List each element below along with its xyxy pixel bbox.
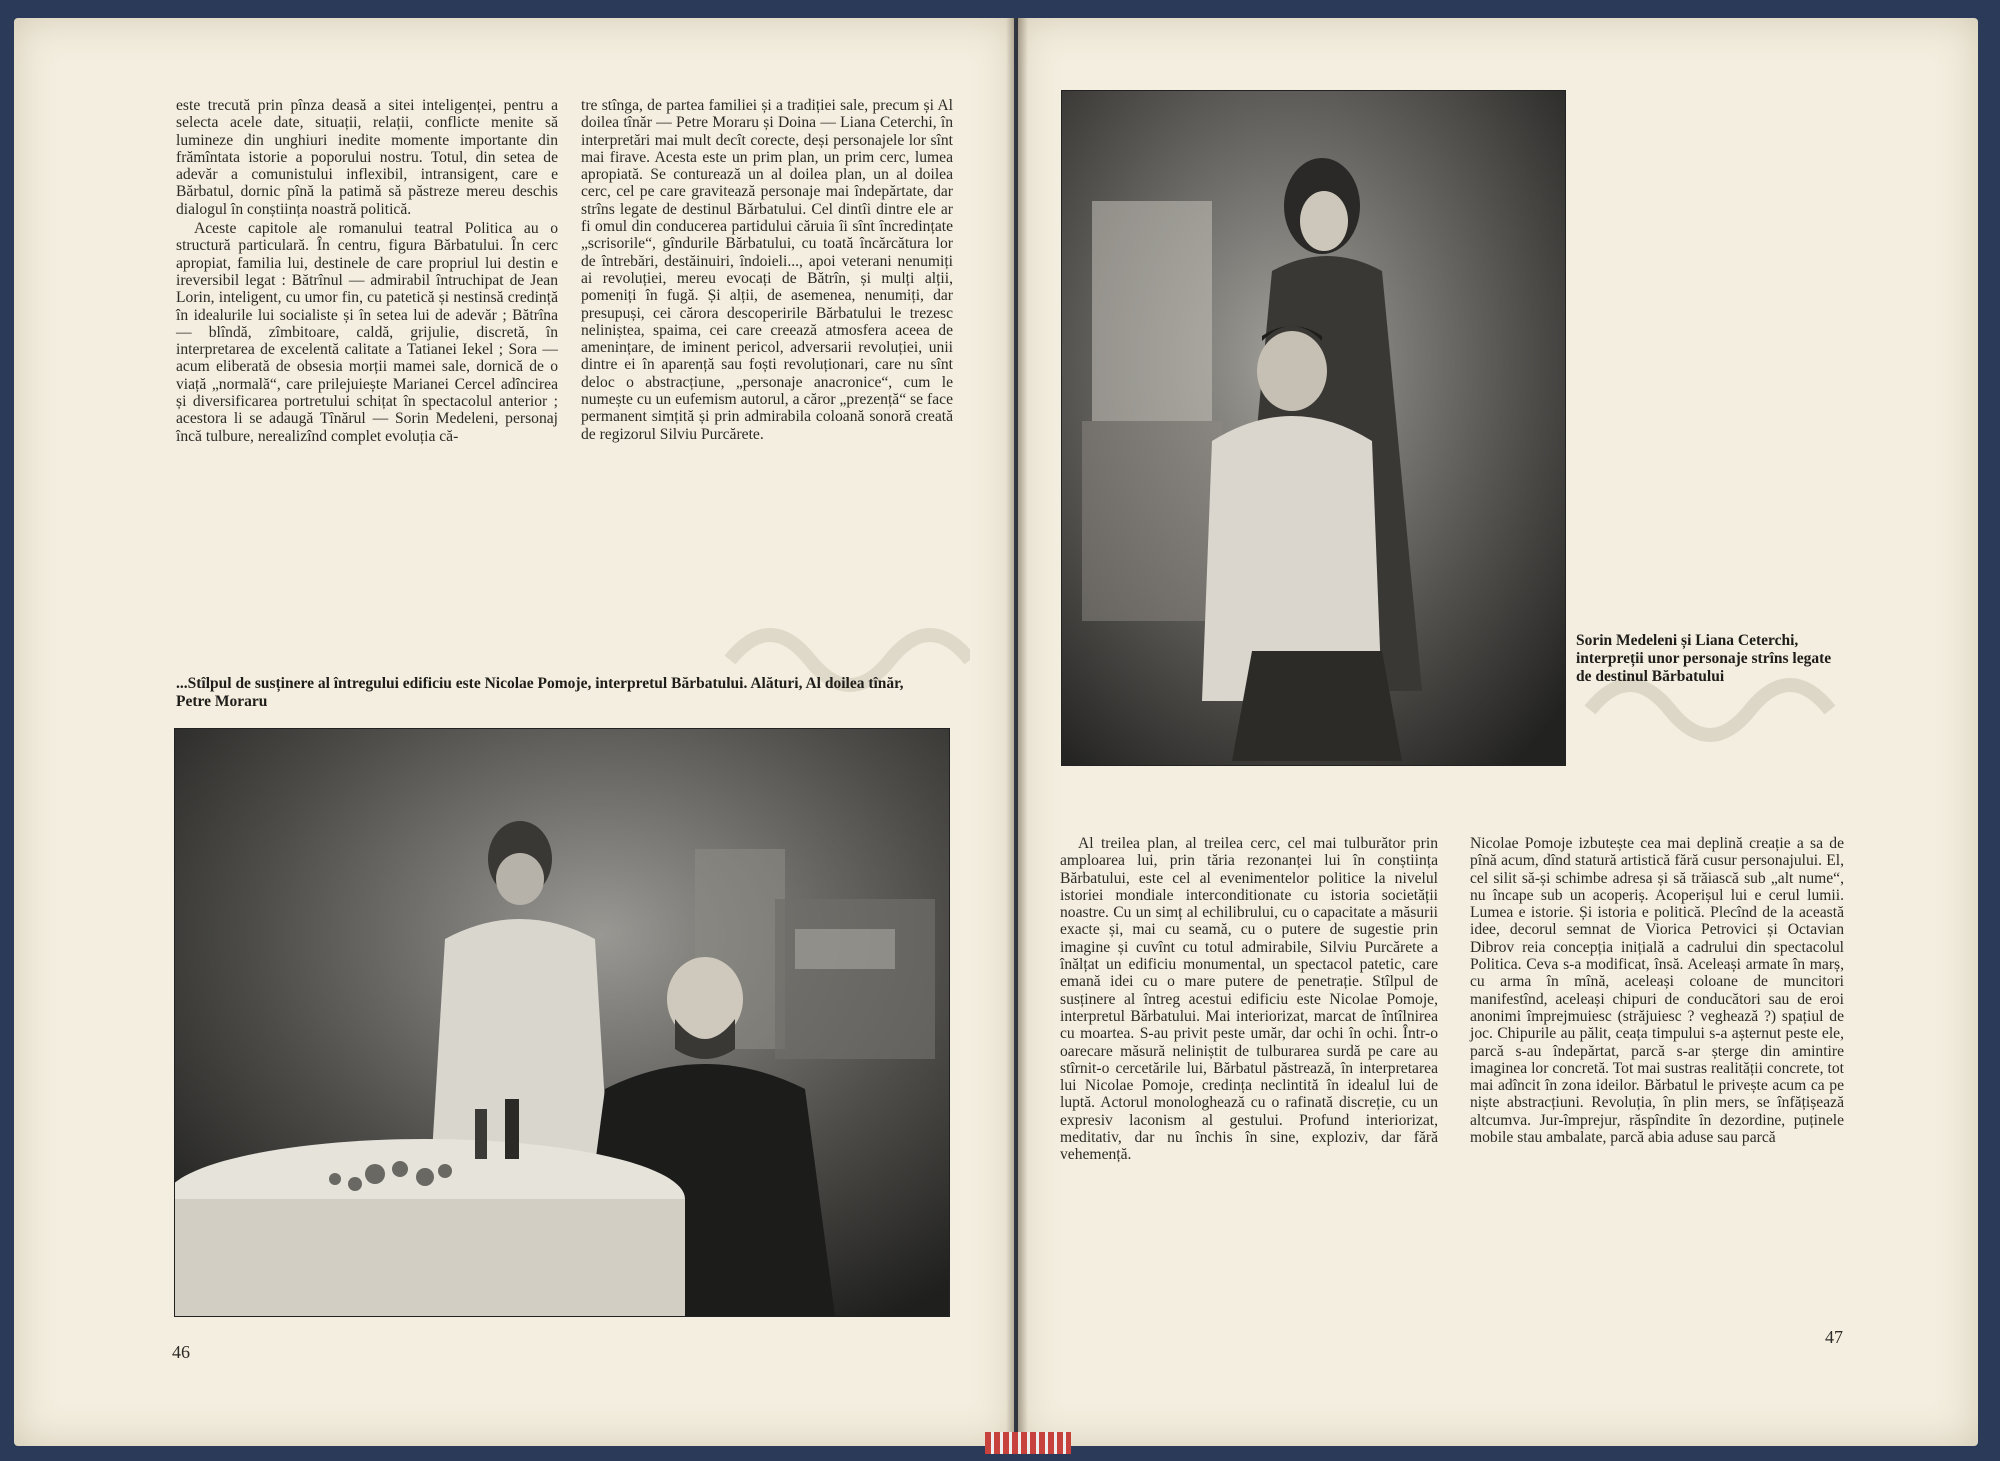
bookmark-ribbon — [985, 1432, 1071, 1454]
book-gutter — [1006, 18, 1028, 1446]
paragraph: este trecută prin pînza deasă a sitei inteligenței, pentru a selecta acele date, situații, relații, conflicte menite să lumineze din unghiuri inedite momente importante din frămîntata istorie a poporului nostru. Totul, din setea de adevăr a comunistului inflexibil, intransigent, care e Bărbatul, dornic pînă la patimă să păstreze mereu deschis dialogul în conștiința noastră politică. — [176, 97, 558, 218]
right-column-1 — [1060, 835, 1438, 1166]
paragraph: tre stînga, de partea familiei și a tradiției sale, precum și Al doilea tînăr — Petre Moraru și Doina — Liana Ceterchi, în interpretări mai mult decît corecte, deși personajele lor sînt mai firave. Acesta este un prim plan, un prim cerc, lumea apropiată. Se conturează un al doilea plan, un al doilea cerc, cel pe care gravitează personaje mai îndepărtate, dar strîns legate de destinul Bărbatului. Cel dintîi dintre ele ar fi omul din conducerea partidului căruia îi sînt încredințate „scrisorile“, gîndurile Bărbatului, cu toată încărcătura lor de întrebări, destăinuiri, îndoieli..., apoi veterani nenumiți ai revoluției, mereu evocați de Bătrîn, și mulți alții, pomeniți în fugă. Și alții, de asemenea, nenumiți, dar presupuși, cei cărora descoperirile Bărbatului le trezesc neliniștea, spaima, cei care creează atmosfera aceea de amenințare, de iminent pericol, adversarii revoluției, unii dintre ei în aparență sau foști revoluționari, care nu sînt deloc o abstracțiune, „personaje anacronice“, cum le numește cu un eufemism autorul, a căror „prezență“ se face permanent simțită și prin admirabila coloană sonoră creată de regizorul Silviu Purcărete. — [581, 97, 953, 443]
paragraph: Al treilea plan, al treilea cerc, cel mai tulburător prin amploarea lui, prin tăria rezonanței lui în conștiința Bărbatului, este cel al evenimentelor politice la nivelul istoriei mondiale interconditionate cu istoria societății noastre. Cu un simț al echilibrului, cu o capacitate a măsurii exacte și, mai cu seamă, cu o putere de sugestie prin imagine și cuvînt cu totul admirabile, Silviu Purcărete a înălțat un edificiu monumental, un spectacol patetic, care emană idei cu o mare putere de penetrație. Stîlpul de susținere al întreg acestui edificiu este Nicolae Pomoje, interpretul Bărbatului. Mai interiorizat, marcat de întîlnirea cu moartea. S-au privit peste umăr, dar ochi în ochi. Într-o oarecare măsură neliniștit de tulburarea surdă pe care au stîrnit-o cercetările lui, Bărbatul păstrează, în interpretarea lui Nicolae Pomoje, credința neclintită în idealul lui de luptă. Actorul monologhează cu o rafinată discreție, cu un expresiv laconism al gestului. Profund interiorizat, meditativ, dar nu închis în sine, exploziv, dar fără vehemență. — [1060, 835, 1438, 1164]
left-column-2 — [581, 97, 953, 445]
right-photo-caption: Sorin Medeleni și Liana Ceterchi, interpreții unor personaje strîns legate de destinul Bărbatului — [1576, 632, 1832, 685]
left-photo-caption: ...Stîlpul de susținere al întregului edificiu este Nicolae Pomoje, interpretul Bărbatului. Alături, Al doilea tînăr, Petre Moraru — [176, 675, 904, 710]
paragraph: Aceste capitole ale romanului teatral Politica au o structură particulară. În centru, figura Bărbatului. În cerc apropiat, familia lui, destinele de care propriul lui destin e ireversibil legat : Bătrînul — admirabil întruchipat de Jean Lorin, inteligent, cu umor fin, cu patetică și nestinsă credință în idealurile lui socialiste și în setea lui de adevăr ; Bătrîna — blîndă, zîmbitoare, caldă, grijulie, discretă, în interpretarea de excelentă calitate a Tatianei Iekel ; Sora — acum eliberată de obsesia morții mamei sale, dornică de o viață „normală“, care prilejuiește Marianei Cercel adîncirea și diversificarea portretului schițat în spectacolul anterior ; acestora li se adaugă Tînărul — Sorin Medeleni, personaj încă tulbure, nerealizînd complet evoluția că- — [176, 220, 558, 445]
stage-photo-two-actors — [174, 728, 950, 1317]
stage-photo-couple — [1061, 90, 1566, 766]
right-column-2 — [1470, 835, 1844, 1148]
paragraph: Nicolae Pomoje izbutește cea mai deplină creație a sa de pînă acum, dînd statură artistică fără cusur personajului. El, cel silit să-și schimbe adresa și să trăiască sub „alt nume“, nu încape sub un acoperiș. Acoperișul lui e cerul lumii. Lumea e istorie. Și istoria e politică. Plecînd de la această idee, decorul semnat de Viorica Petrovici și Octavian Dibrov reia concepția inițială a cadrului din spectacolul Politica. Ceva s-a modificat, însă. Aceleași armate în marș, cu arma în mînă, aceleași coloane de muncitori manifestînd, aceleași chipuri de conducători sau de eroi anonimi împrejmuiesc (străjuiesc ? veghează ?) spațiul de joc. Chipurile au pălit, ceața timpului s-a așternut peste ele, parcă s-au îndepărtat, parcă s-ar șterge din amintire imaginea lor concretă. Tot mai sustras realității concrete, tot mai adîncit în zona ideilor. Bărbatul le privește acum ca pe niște abstracțiuni. Revoluția, în plin mers, se înfățișează altcumva. Jur-împrejur, răspîndite în dezordine, puținele mobile stau ambalate, parcă abia aduse sau parcă — [1470, 835, 1844, 1147]
page-number-left: 46 — [172, 1342, 190, 1362]
left-column-1 — [176, 97, 558, 447]
photo-illustration — [175, 729, 949, 1316]
photo-illustration — [1062, 91, 1565, 765]
page-number-right: 47 — [1825, 1327, 1843, 1347]
